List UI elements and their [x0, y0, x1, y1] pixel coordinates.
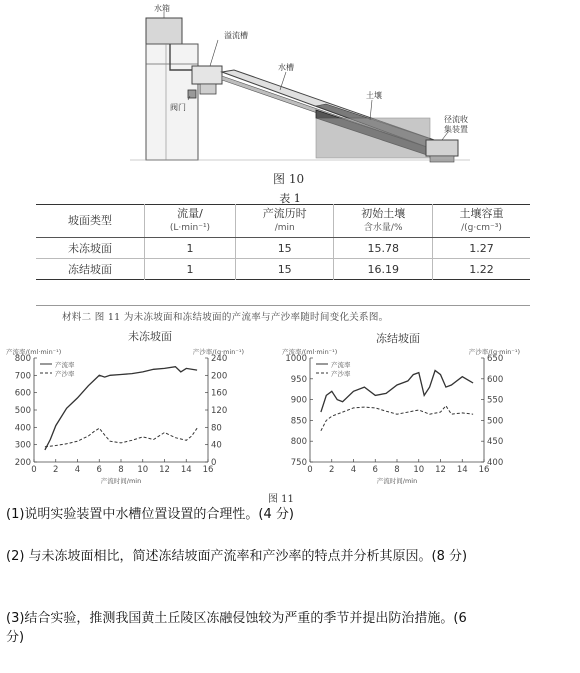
- series-line-sediment-rate: [321, 406, 473, 431]
- x-axis-label: 产流时间/min: [100, 477, 142, 484]
- overflow-tank: [192, 66, 222, 84]
- y-left-tick-label: 800: [290, 437, 307, 448]
- y-right-tick-label: 650: [487, 354, 504, 364]
- y-left-tick-label: 200: [14, 458, 31, 468]
- figure-11-caption: 图 11: [268, 494, 294, 505]
- figure-10-caption: 图 10: [273, 172, 305, 186]
- x-tick-label: 8: [394, 465, 400, 475]
- y-right-tick-label: 120: [211, 406, 228, 416]
- header-duration: 产流历时 /min: [235, 205, 334, 238]
- runoff-collector: [426, 140, 458, 156]
- label-water-trough: 水槽: [278, 63, 294, 72]
- legend-label: 产流率: [331, 361, 351, 369]
- header-moisture: 初始土壤 含水量/%: [334, 205, 433, 238]
- x-tick-label: 12: [159, 465, 170, 475]
- y-left-tick-label: 700: [14, 371, 31, 382]
- y-left-tick-label: 1000: [285, 354, 307, 364]
- y-right-tick-label: 80: [211, 423, 222, 434]
- y-right-tick-label: 550: [487, 395, 504, 406]
- x-tick-label: 14: [180, 465, 192, 475]
- x-tick-label: 0: [307, 465, 313, 475]
- legend-label: 产流率: [55, 361, 75, 369]
- x-tick-label: 6: [96, 465, 102, 475]
- header-slope-type: 坡面类型: [36, 205, 145, 238]
- y-right-tick-label: 500: [487, 416, 504, 427]
- x-tick-label: 0: [31, 465, 37, 475]
- header-bulk-density: 土壤容重 /(g·cm⁻³): [432, 205, 530, 238]
- x-tick-label: 4: [350, 465, 357, 475]
- table-header-row: [36, 205, 530, 238]
- question-2: (2) 与未冻坡面相比，简述冻结坡面产流率和产沙率的特点并分析其原因。(8 分): [6, 549, 468, 564]
- x-tick-label: 10: [137, 465, 149, 475]
- y-right-tick-label: 160: [211, 388, 228, 399]
- table-cell: 1.27: [432, 238, 530, 259]
- material-2-text: 材料二 图 11 为未冻坡面和冻结坡面的产流率与产沙率随时间变化关系图。: [62, 312, 389, 323]
- table-cell: 16.19: [334, 259, 433, 280]
- table-1-title: 表 1: [279, 192, 301, 205]
- label-overflow: 溢流槽: [224, 31, 248, 40]
- y-left-axis-label: 产流率/(ml·min⁻¹): [282, 348, 338, 356]
- y-left-tick-label: 300: [14, 440, 31, 451]
- question-1: (1)说明实验装置中水槽位置设置的合理性。(4 分): [6, 507, 294, 522]
- x-axis-label: 产流时间/min: [376, 477, 418, 484]
- label-valve: 阀门: [170, 103, 186, 112]
- x-tick-label: 8: [118, 465, 124, 475]
- table-row: [36, 259, 530, 280]
- table-cell: 1: [145, 259, 236, 280]
- y-left-tick-label: 400: [14, 423, 31, 434]
- y-right-tick-label: 240: [211, 354, 228, 364]
- table-1: [36, 204, 530, 280]
- tank-frame: [146, 44, 198, 160]
- x-tick-label: 14: [456, 465, 468, 475]
- x-tick-label: 4: [74, 465, 81, 475]
- table-cell: 15: [235, 259, 334, 280]
- water-tank: [146, 18, 182, 44]
- y-right-tick-label: 400: [487, 458, 504, 468]
- y-right-tick-label: 0: [211, 458, 217, 468]
- y-right-tick-label: 450: [487, 437, 504, 448]
- x-tick-label: 2: [53, 465, 59, 475]
- x-tick-label: 10: [413, 465, 425, 475]
- chart-1-title: 未冻坡面: [128, 330, 172, 343]
- y-left-tick-label: 900: [290, 395, 307, 406]
- valve: [188, 90, 196, 98]
- label-soil: 土壤: [366, 91, 382, 100]
- table-cell: 1.22: [432, 259, 530, 280]
- y-right-tick-label: 40: [211, 440, 222, 451]
- x-tick-label: 16: [478, 465, 490, 475]
- y-right-axis-label: 产沙率/(g·min⁻¹): [192, 348, 244, 356]
- table-cell: 1: [145, 238, 236, 259]
- y-left-tick-label: 500: [14, 406, 31, 416]
- legend-label: 产沙率: [55, 370, 75, 378]
- series-line-sediment-rate: [45, 428, 197, 447]
- y-left-tick-label: 850: [290, 416, 307, 427]
- table-cell: 15.78: [334, 238, 433, 259]
- x-tick-label: 6: [372, 465, 378, 475]
- y-left-tick-label: 800: [14, 354, 31, 364]
- y-left-tick-label: 600: [14, 388, 31, 399]
- header-flow: 流量/ (L·min⁻¹): [145, 205, 236, 238]
- y-right-axis-label: 产沙率/(g·min⁻¹): [468, 348, 520, 356]
- y-left-tick-label: 950: [290, 374, 307, 385]
- y-left-axis-label: 产流率/(ml·min⁻¹): [6, 348, 62, 356]
- table-row: [36, 238, 530, 259]
- table-cell: 15: [235, 238, 334, 259]
- x-tick-label: 16: [202, 465, 214, 475]
- question-3: (3)结合实验，推测我国黄土丘陵区冻融侵蚀较为严重的季节并提出防治措施。(6: [6, 611, 467, 626]
- y-left-tick-label: 750: [290, 458, 307, 468]
- divider: [36, 305, 530, 306]
- y-right-tick-label: 600: [487, 374, 504, 385]
- x-tick-label: 12: [435, 465, 446, 475]
- chart-2-title: 冻结坡面: [376, 332, 420, 345]
- legend-label: 产沙率: [331, 370, 351, 378]
- chart-unfrozen-slope: [4, 344, 244, 484]
- chart-frozen-slope: [270, 344, 520, 484]
- y-right-tick-label: 200: [211, 371, 228, 382]
- figure-10-apparatus: [130, 0, 470, 188]
- table-cell: 冻结坡面: [68, 263, 112, 276]
- label-collector-2: 集装置: [444, 125, 468, 134]
- label-collector-1: 径流收: [444, 115, 468, 124]
- x-tick-label: 2: [329, 465, 335, 475]
- table-cell: 未冻坡面: [36, 238, 145, 259]
- series-line-runoff-rate: [45, 367, 197, 450]
- question-3-cont: 分): [6, 630, 25, 645]
- label-tank: 水箱: [154, 4, 170, 13]
